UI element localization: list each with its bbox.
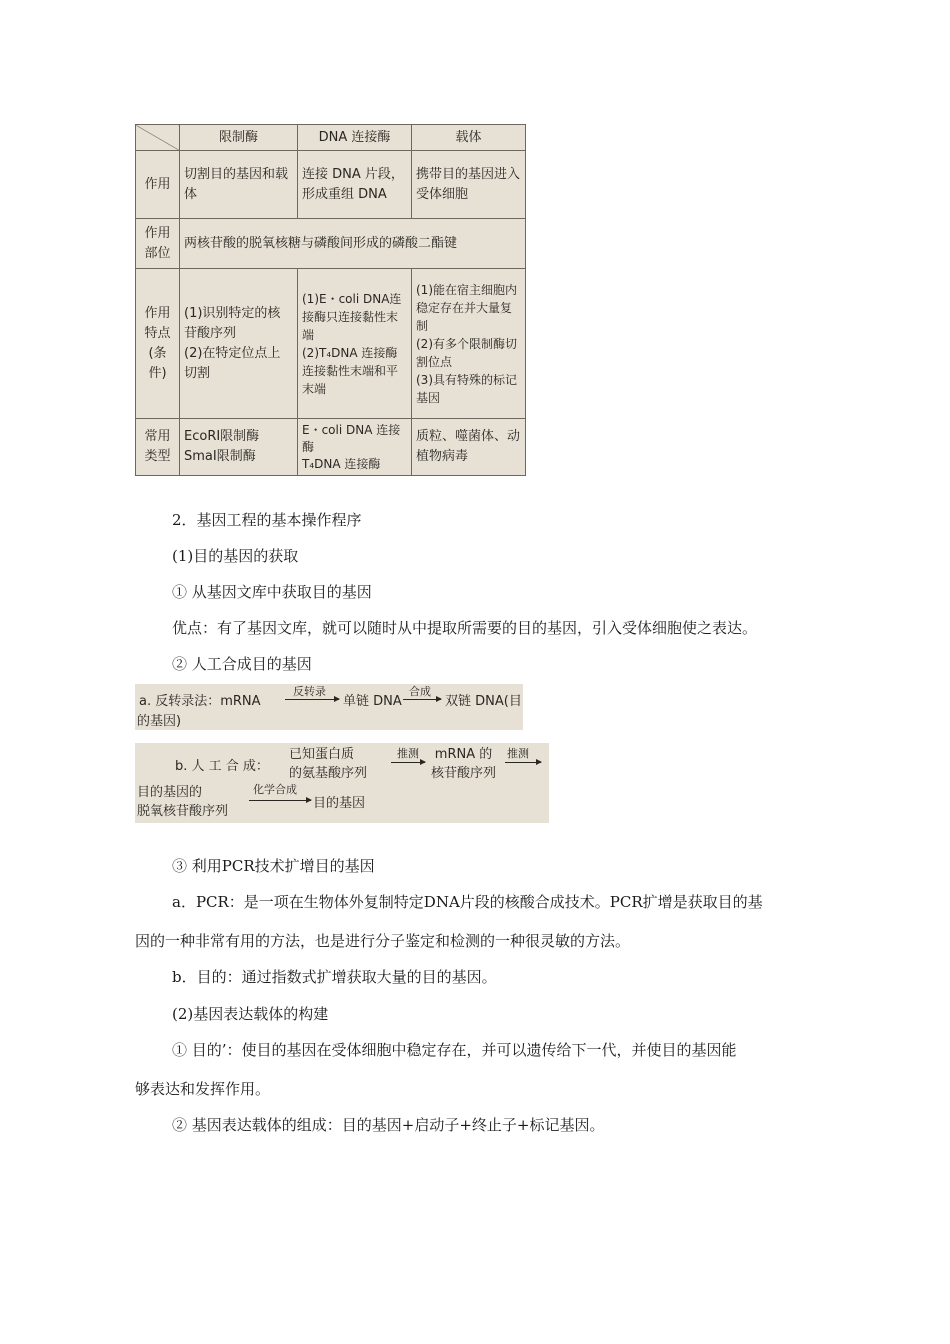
arrow-icon (249, 800, 311, 801)
cell-enzyme-features: (1)识别特定的核苷酸序列 (2)在特定位点上切割 (180, 269, 298, 419)
paragraph-advantage: 优点：有了基因文库，就可以随时从中提取所需要的目的基因，引入受体细胞使之表达。 (172, 619, 758, 637)
table-corner-cell (136, 125, 180, 151)
arrow-label: 反转录 (293, 685, 326, 698)
cell-ligase-features: (1)E・coli DNA连接酶只连接黏性末端 (2)T₄DNA 连接酶连接黏性末端和平末端 (298, 269, 412, 419)
list-item: ③ 利用PCR技术扩增目的基因 (172, 857, 375, 875)
arrow-icon (391, 762, 425, 763)
row-label-features: 作用特点(条件) (136, 269, 180, 419)
cell-site-span: 两核苷酸的脱氧核糖与磷酸间形成的磷酸二酯键 (180, 219, 526, 269)
table-header-row (136, 125, 526, 151)
diagram-a-end: 双链 DNA(目 (445, 694, 522, 709)
diagram-a-line2: 的基因) (137, 714, 182, 729)
diagram-b-box3: 目的基因的 脱氧核苷酸序列 (137, 785, 229, 819)
diagram-b-box1: 已知蛋白质 的氨基酸序列 (289, 747, 368, 781)
diagram-b-end: 目的基因 (313, 796, 366, 811)
table-row (136, 219, 526, 269)
paragraph-vector-composition: ② 基因表达载体的组成：目的基因+启动子+终止子+标记基因。 (172, 1116, 605, 1134)
header-vector: 载体 (412, 125, 526, 151)
diagram-a-mid: 单链 DNA (343, 694, 402, 709)
paragraph-pcr-a: a．PCR：是一项在生物体外复制特定DNA片段的核酸合成技术。PCR扩增是获取目的基 (172, 893, 763, 911)
cell-enzyme-function: 切割目的基因和载体 (180, 151, 298, 219)
table-row (136, 269, 526, 419)
table-row (136, 419, 526, 476)
arrow-label: 推测 (397, 747, 419, 760)
cell-vector-features: (1)能在宿主细胞内稳定存在并大量复制 (2)有多个限制酶切割位点 (3)具有特殊的标记基因 (412, 269, 526, 419)
tool-comparison-table (135, 124, 525, 475)
cell-ligase-function: 连接 DNA 片段，形成重组 DNA (298, 151, 412, 219)
row-label-site: 作用部位 (136, 219, 180, 269)
list-item: ② 人工合成目的基因 (172, 655, 312, 673)
artificial-synthesis-diagram (135, 743, 549, 823)
paragraph-vector-purpose: ① 目的’：使目的基因在受体细胞中稳定存在，并可以遗传给下一代，并使目的基因能 (172, 1041, 737, 1059)
subsection-title: (1)目的基因的获取 (172, 547, 299, 565)
cell-enzyme-types: EcoRⅠ限制酶 SmaⅠ限制酶 (180, 419, 298, 476)
header-restriction-enzyme: 限制酶 (180, 125, 298, 151)
diagram-a-prefix: a. 反转录法：mRNA (139, 694, 261, 709)
paragraph-pcr-b: b．目的：通过指数式扩增获取大量的目的基因。 (172, 968, 497, 986)
paragraph-vector-purpose-cont: 够表达和发挥作用。 (135, 1080, 271, 1098)
table-row (136, 151, 526, 219)
cell-vector-function: 携带目的基因进入受体细胞 (412, 151, 526, 219)
arrow-label: 推测 (507, 747, 529, 760)
section-title: 2．基因工程的基本操作程序 (172, 511, 362, 529)
list-item: ① 从基因文库中获取目的基因 (172, 583, 372, 601)
row-label-function: 作用 (136, 151, 180, 219)
arrow-label: 合成 (409, 685, 431, 698)
cell-vector-types: 质粒、噬菌体、动植物病毒 (412, 419, 526, 476)
header-dna-ligase: DNA 连接酶 (298, 125, 412, 151)
arrow-icon (403, 699, 441, 700)
cell-ligase-types: E・coli DNA 连接酶 T₄DNA 连接酶 (298, 419, 412, 476)
diagram-b-box2: mRNA 的 核苷酸序列 (431, 747, 497, 781)
diagram-b-prefix: b. 人 工 合 成： (175, 759, 269, 774)
paragraph-pcr-a-cont: 因的一种非常有用的方法，也是进行分子鉴定和检测的一种很灵敏的方法。 (135, 932, 631, 950)
arrow-icon (505, 762, 541, 763)
arrow-label: 化学合成 (253, 783, 297, 796)
subsection-title: (2)基因表达载体的构建 (172, 1005, 329, 1023)
arrow-icon (285, 699, 339, 700)
row-label-types: 常用类型 (136, 419, 180, 476)
table-grid (135, 124, 526, 476)
reverse-transcription-diagram (135, 684, 523, 730)
